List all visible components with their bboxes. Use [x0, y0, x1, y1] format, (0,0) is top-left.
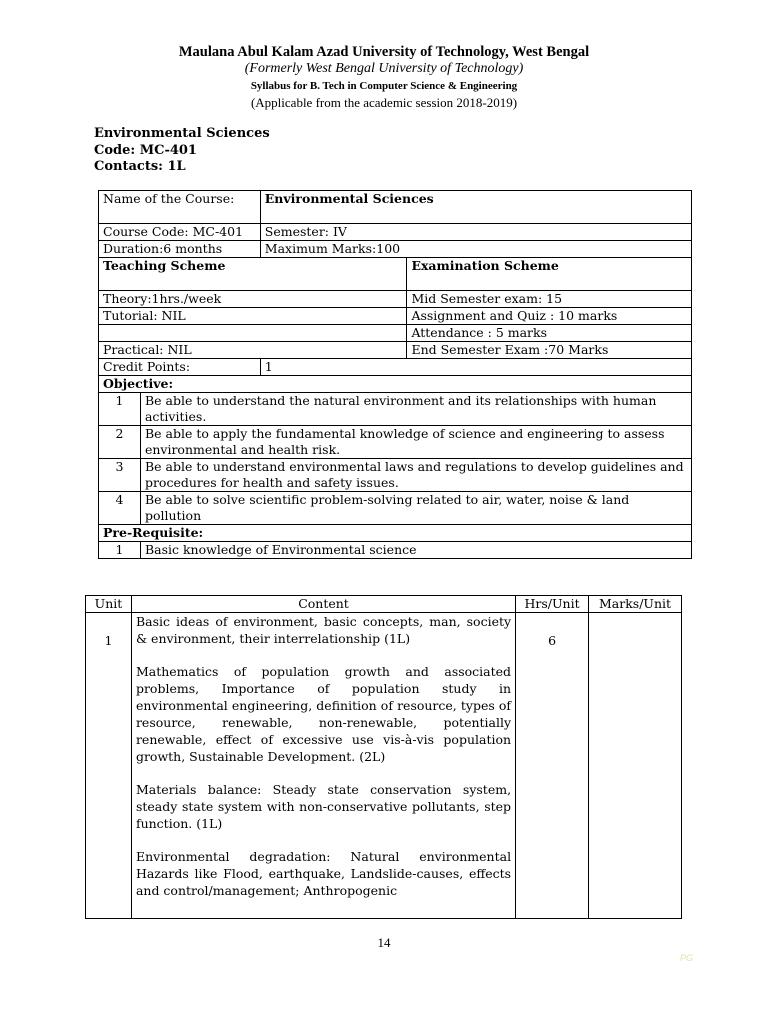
credit-row	[99, 359, 692, 376]
exam-scheme-heading: Examination Scheme	[407, 258, 692, 291]
objective-row	[99, 492, 692, 525]
units-table	[85, 595, 682, 919]
course-title: Environmental Sciences	[94, 126, 270, 141]
unit-content	[131, 613, 515, 919]
content-paragraph: Environmental degradation: Natural environmental Hazards like Flood, earthquake, Landslide-causes, effects and control/management; Anthropogenic	[135, 849, 512, 898]
objective-number: 1	[99, 393, 141, 426]
duration-cell: Duration:6 months	[99, 241, 261, 258]
prereq-heading-row	[99, 525, 692, 542]
unit-hours: 6	[516, 613, 589, 919]
practical-row	[99, 342, 692, 359]
content-header: Content	[131, 596, 515, 613]
applicable-line: (Applicable from the academic session 2018-2019)	[250, 95, 518, 110]
objective-row	[99, 459, 692, 492]
content-paragraph: Basic ideas of environment, basic concepts, man, society & environment, their interrelationship (1L)	[135, 614, 512, 646]
units-header-row	[86, 596, 682, 613]
content-paragraph: Materials balance: Steady state conservation system, steady state system with non-conservative pollutants, step function. (1L)	[135, 782, 512, 831]
objective-number: 3	[99, 459, 141, 492]
attendance-cell: Attendance : 5 marks	[407, 325, 692, 342]
marks-header: Marks/Unit	[589, 596, 682, 613]
course-name-label: Name of the Course:	[99, 191, 261, 224]
credit-label: Credit Points:	[99, 359, 261, 376]
objective-row	[99, 393, 692, 426]
objective-text: Be able to understand environmental laws and regulations to develop guidelines and procedures for health and safety issues.	[140, 459, 691, 492]
page-number: 14	[377, 935, 391, 950]
unit-number: 1	[86, 613, 132, 919]
semester-cell: Semester: IV	[260, 224, 691, 241]
prereq-text: Basic knowledge of Environmental science	[140, 542, 691, 559]
objective-text: Be able to apply the fundamental knowledge of science and engineering to assess environmental and health risk.	[140, 426, 691, 459]
course-contacts: Contacts: 1L	[94, 159, 186, 174]
course-code-row	[99, 224, 692, 241]
tutorial-cell: Tutorial: NIL	[99, 308, 407, 325]
objective-heading-row	[99, 376, 692, 393]
theory-row	[99, 291, 692, 308]
objective-heading: Objective:	[99, 376, 692, 393]
hrs-header: Hrs/Unit	[516, 596, 589, 613]
assignment-cell: Assignment and Quiz : 10 marks	[407, 308, 692, 325]
credit-value: 1	[260, 359, 691, 376]
theory-cell: Theory:1hrs./week	[99, 291, 407, 308]
end-sem-cell: End Semester Exam :70 Marks	[407, 342, 692, 359]
course-name-value: Environmental Sciences	[260, 191, 691, 224]
objective-number: 2	[99, 426, 141, 459]
objective-row	[99, 426, 692, 459]
teaching-scheme-heading: Teaching Scheme	[99, 258, 407, 291]
max-marks-cell: Maximum Marks:100	[260, 241, 691, 258]
content-paragraph: Mathematics of population growth and associated problems, Importance of population study in environmental engineering, definition of resource, types of resource, renewable, non-renewable, potentially renewable, effect of excessive use vis-à-vis population growth, Sustainable Development. (2L)	[135, 664, 512, 764]
prereq-number: 1	[99, 542, 141, 559]
course-code: Code: MC-401	[94, 142, 197, 158]
objective-text: Be able to solve scientific problem-solving related to air, water, noise & land pollution	[140, 492, 691, 525]
practical-cell: Practical: NIL	[99, 342, 407, 359]
prereq-heading: Pre-Requisite:	[99, 525, 692, 542]
unit-row	[86, 613, 682, 919]
watermark-logo: PG	[680, 953, 694, 963]
prereq-row	[99, 542, 692, 559]
attendance-row	[99, 325, 692, 342]
syllabus-line: Syllabus for B. Tech in Computer Science & Engineering	[250, 80, 518, 92]
mid-sem-cell: Mid Semester exam: 15	[407, 291, 692, 308]
course-code-cell: Course Code: MC-401	[99, 224, 261, 241]
course-name-row	[99, 191, 692, 224]
course-info-table	[98, 190, 692, 559]
formerly-line: (Formerly West Bengal University of Technology)	[244, 61, 524, 76]
scheme-header-row	[99, 258, 692, 291]
objective-text: Be able to understand the natural environment and its relationships with human activities.	[140, 393, 691, 426]
objective-number: 4	[99, 492, 141, 525]
unit-header: Unit	[86, 596, 132, 613]
university-name: Maulana Abul Kalam Azad University of Technology, West Bengal	[178, 44, 590, 60]
duration-row	[99, 241, 692, 258]
course-heading	[94, 126, 270, 176]
unit-marks	[589, 613, 682, 919]
empty-cell	[99, 325, 407, 342]
tutorial-row	[99, 308, 692, 325]
